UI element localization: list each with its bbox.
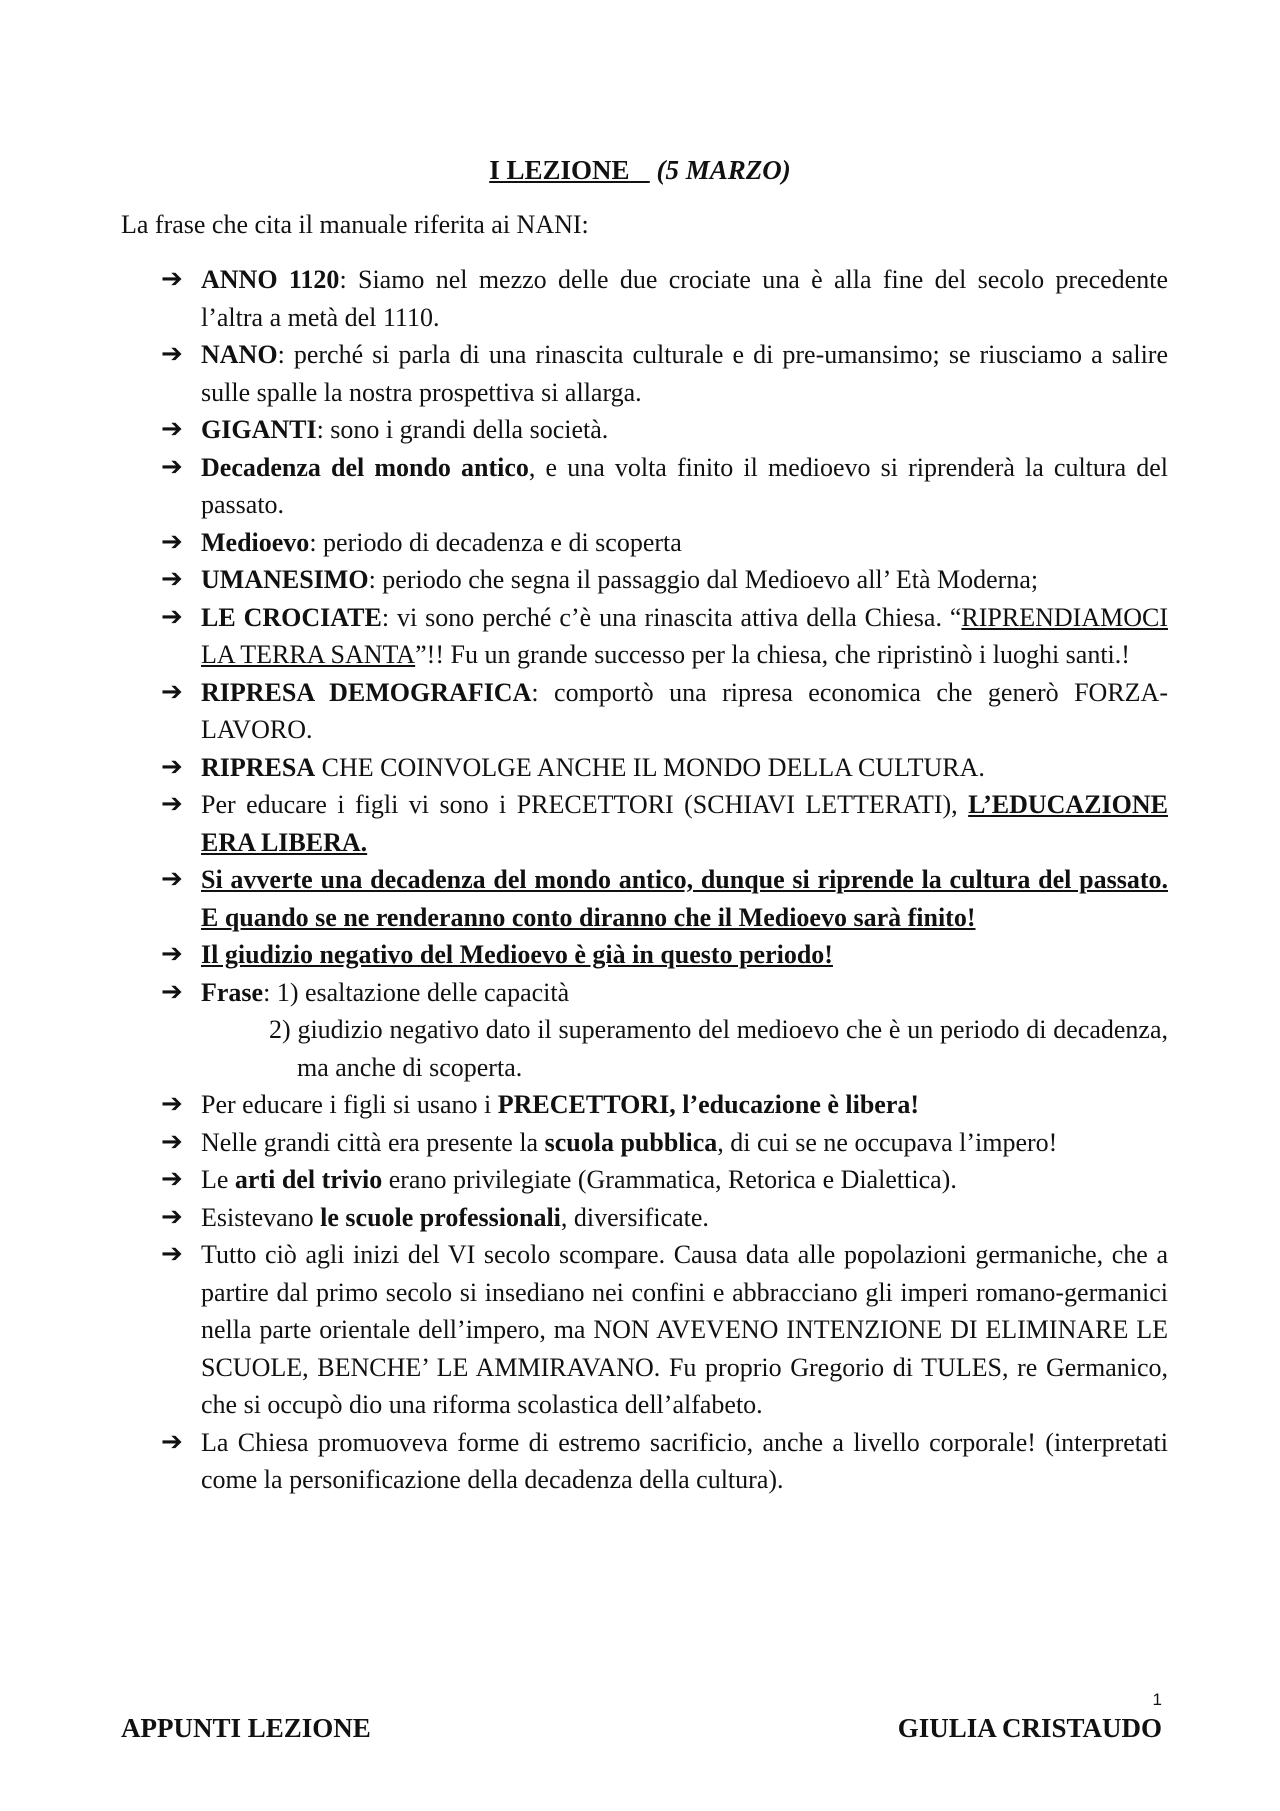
item-text: : sono i grandi della società.: [316, 415, 609, 444]
list-item: [121, 599, 1168, 674]
list-item: [121, 411, 1168, 449]
item-text: : periodo che segna il passaggio dal Medioevo all’ Età Moderna;: [368, 565, 1039, 594]
item-subpoint: 2) giudizio negativo dato il superamento del medioevo che è un periodo di decadenza, ma anche di scoperta.: [269, 1015, 1168, 1082]
item-label: GIGANTI: [201, 415, 317, 444]
right-arrow-icon: ➔: [161, 1426, 183, 1457]
list-item: [121, 1161, 1168, 1199]
item-text: : periodo di decadenza e di scoperta: [309, 527, 682, 557]
right-arrow-icon: ➔: [161, 264, 183, 294]
list-item: [121, 561, 1168, 599]
intro-text: La frase che cita il manuale riferita ai NANI:: [121, 210, 589, 239]
list-item: [121, 1199, 1168, 1237]
item-text-continued: ”!! Fu un grande successo per la chiesa, che ripristinò i luoghi santi.!: [415, 640, 1130, 669]
item-text: : perché si parla di una rinascita culturale e di pre-umansimo; se riusciamo a salire sulle spalle la nostra prospettiva si allarga.: [201, 340, 1168, 407]
item-label: ANNO 1120: [201, 265, 340, 294]
item-label: UMANESIMO: [201, 565, 369, 594]
list-item: [121, 336, 1168, 411]
right-arrow-icon: ➔: [161, 564, 183, 594]
list-item: [121, 1424, 1168, 1499]
right-arrow-icon: ➔: [161, 751, 183, 782]
right-arrow-icon: ➔: [161, 1126, 183, 1157]
item-bold: arti del trivio: [234, 1165, 383, 1194]
right-arrow-icon: ➔: [161, 1164, 183, 1194]
list-item: [121, 674, 1168, 749]
item-text: : vi sono perché c’è una rinascita attiva della Chiesa. “: [381, 602, 962, 632]
item-text: CHE COINVOLGE ANCHE IL MONDO DELLA CULTURA.: [315, 752, 985, 782]
item-text-continued: , diversificate.: [560, 1202, 709, 1232]
list-item: [121, 449, 1168, 524]
item-bold: scuola pubblica: [544, 1127, 718, 1157]
item-text: Esistevano: [201, 1202, 321, 1232]
right-arrow-icon: ➔: [161, 976, 183, 1007]
right-arrow-icon: ➔: [161, 1239, 183, 1269]
item-text: : Siamo nel mezzo delle due crociate una è alla fine del secolo precedente l’altra a metà del 1110.: [201, 265, 1168, 332]
item-label: LE CROCIATE: [201, 602, 382, 632]
lesson-title-text: I LEZIONE: [489, 155, 630, 185]
list-item: [121, 861, 1168, 936]
item-bold-underlined: L’EDUCAZIONE ERA LIBERA.: [201, 790, 1168, 857]
item-underlined: RIPRENDIAMOCI LA TERRA SANTA: [201, 602, 1168, 669]
right-arrow-icon: ➔: [161, 414, 183, 444]
item-text: Tutto ciò agli inizi del VI secolo scompare. Causa data alle popolazioni germaniche, che a partire dal primo secolo si insediano nei confini e abbracciano gli imperi romano-germanici nella parte orientale dell’impero, ma NON AVEVENO INTENZIONE DI ELIMINARE LE SCUOLE, BENCHE’ LE AMMIRAVANO. Fu proprio Gregorio di TULES, re Germanico, che si occupò dio una riforma scolastica dell’alfabeto.: [201, 1240, 1168, 1419]
right-arrow-icon: ➔: [161, 1089, 183, 1119]
item-text: Per educare i figli si usano i: [201, 1090, 498, 1119]
right-arrow-icon: ➔: [161, 339, 183, 369]
item-label: RIPRESA: [201, 752, 316, 782]
right-arrow-icon: ➔: [161, 676, 183, 707]
item-text: , e una volta finito il medioevo si riprenderà la cultura del passato.: [201, 452, 1168, 519]
bullet-list: [121, 261, 1168, 1499]
list-item: [121, 1124, 1168, 1162]
footer-left: APPUNTI LEZIONE: [121, 1713, 371, 1743]
lesson-date: (5 MARZO): [656, 155, 791, 185]
item-label: Frase: [201, 977, 264, 1007]
list-item: [121, 749, 1168, 787]
right-arrow-icon: ➔: [161, 789, 183, 819]
item-bold: PRECETTORI, l’educazione è libera!: [497, 1090, 920, 1119]
item-text: Nelle grandi città era presente la: [201, 1127, 545, 1157]
item-text: : comportò una ripresa economica che generò FORZA-LAVORO.: [201, 677, 1168, 744]
right-arrow-icon: ➔: [161, 1201, 183, 1232]
item-text: La Chiesa promuoveva forme di estremo sacrificio, anche a livello corporale! (interpretati come la personificazione della decadenza della cultura).: [201, 1427, 1168, 1494]
item-text: Le: [201, 1165, 235, 1194]
item-label: Medioevo: [201, 527, 310, 557]
lesson-title: [0, 150, 1280, 190]
item-text-continued: , di cui se ne occupava l’impero!: [717, 1127, 1058, 1157]
list-item: [121, 524, 1168, 562]
item-bold-underlined: Si avverte una decadenza del mondo antico, dunque si riprende la cultura del passato. E quando se ne renderanno conto diranno che il Medioevo sarà finito!: [201, 865, 1168, 932]
item-text-continued: erano privilegiate (Grammatica, Retorica e Dialettica).: [382, 1165, 957, 1194]
list-item: [121, 1086, 1168, 1124]
right-arrow-icon: ➔: [161, 864, 183, 894]
page-number: 1: [1152, 1690, 1162, 1709]
list-item: [121, 786, 1168, 861]
right-arrow-icon: ➔: [161, 451, 183, 482]
item-text: Per educare i figli vi sono i PRECETTORI (SCHIAVI LETTERATI),: [201, 790, 969, 819]
item-label: RIPRESA DEMOGRAFICA: [201, 677, 532, 707]
list-item: [121, 1236, 1168, 1424]
right-arrow-icon: ➔: [161, 939, 183, 969]
item-bold-underlined: Il giudizio negativo del Medioevo è già in questo periodo!: [201, 940, 833, 969]
list-item: [121, 936, 1168, 974]
list-item: [121, 261, 1168, 336]
item-text: : 1) esaltazione delle capacità: [263, 977, 570, 1007]
item-label: NANO: [201, 340, 278, 369]
list-item: [121, 974, 1168, 1087]
right-arrow-icon: ➔: [161, 601, 183, 632]
footer-author: GIULIA CRISTAUDO: [897, 1713, 1162, 1743]
item-label: Decadenza del mondo antico: [201, 452, 529, 482]
item-bold: le scuole professionali: [320, 1202, 561, 1232]
right-arrow-icon: ➔: [161, 526, 183, 557]
